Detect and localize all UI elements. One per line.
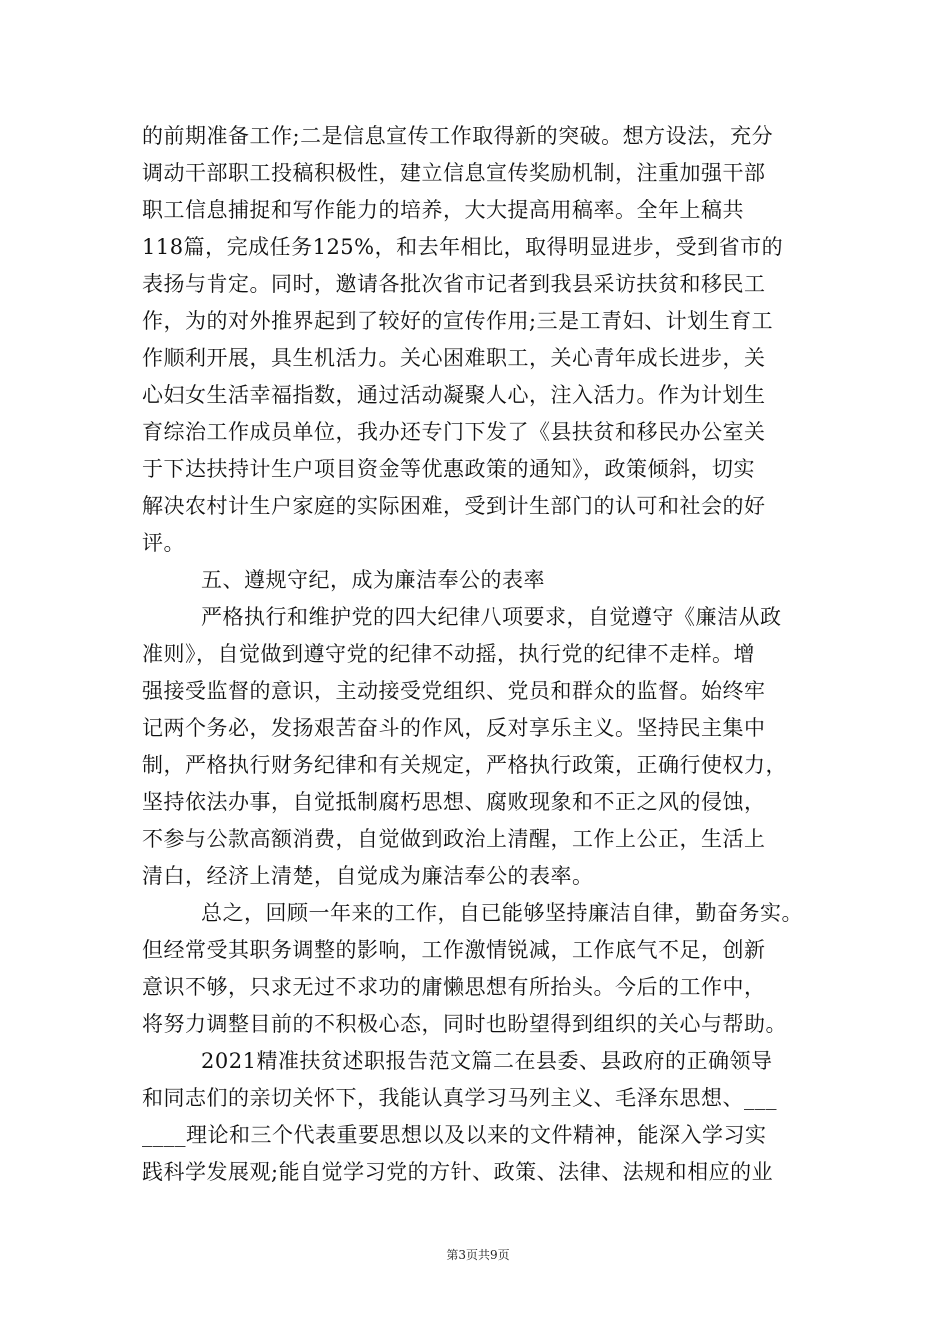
text-line-7: 作顺利开展，具生机活力。关心困难职工，关心青年成长进步，关 xyxy=(142,346,766,370)
text-line-16: 强接受监督的意识，主动接受党组织、党员和群众的监督。始终牢 xyxy=(142,679,766,703)
text-line-29: 践科学发展观;能自觉学习党的方针、政策、法律、法规和相应的业 xyxy=(142,1160,774,1184)
text-line-11: 解决农村计生户家庭的实际困难，受到计生部门的认可和社会的好 xyxy=(142,494,766,518)
text-line-22: 总之，回顾一年来的工作，自已能够坚持廉洁自律，勤奋务实。 xyxy=(201,901,803,925)
section-heading: 五、遵规守纪，成为廉洁奉公的表率 xyxy=(201,568,545,592)
text-line-3: 职工信息捕捉和写作能力的培养，大大提高用稿率。全年上稿共 xyxy=(142,198,744,222)
document-body xyxy=(142,118,822,1191)
text-line-27: 和同志们的亲切关怀下，我能认真学习马列主义、毛泽东思想、___ xyxy=(142,1086,777,1110)
page-number-text: 第3页共9页 xyxy=(446,1248,510,1262)
text-line-6: 作，为的对外推界起到了较好的宣传作用;三是工青妇、计划生育工 xyxy=(142,309,774,333)
text-line-25: 将努力调整目前的不积极心态，同时也盼望得到组织的关心与帮助。 xyxy=(142,1012,787,1036)
page-number-footer xyxy=(0,1247,950,1263)
text-line-17: 记两个务必，发扬艰苦奋斗的作风，反对享乐主义。坚持民主集中 xyxy=(142,716,766,740)
text-line-12: 评。 xyxy=(142,531,185,555)
text-line-10: 于下达扶持计生户项目资金等优惠政策的通知》，政策倾斜，切实 xyxy=(142,457,755,481)
text-line-23: 但经常受其职务调整的影响，工作激情锐减，工作底气不足，创新 xyxy=(142,938,766,962)
text-line-20: 不参与公款高额消费，自觉做到政治上清醒，工作上公正，生活上 xyxy=(142,827,766,851)
text-line-9: 育综治工作成员单位，我办还专门下发了《县扶贫和移民办公室关 xyxy=(142,420,766,444)
text-line-21: 清白，经济上清楚，自觉成为廉洁奉公的表率。 xyxy=(142,864,594,888)
text-line-24: 意识不够，只求无过不求功的庸懒思想有所抬头。今后的工作中， xyxy=(142,975,766,999)
text-line-26: 2021精准扶贫述职报告范文篇二在县委、县政府的正确领导 xyxy=(201,1049,773,1073)
text-line-8: 心妇女生活幸福指数，通过活动凝聚人心，注入活力。作为计划生 xyxy=(142,383,766,407)
text-line-28: ____理论和三个代表重要思想以及以来的文件精神，能深入学习实 xyxy=(142,1123,767,1147)
text-line-1: 的前期准备工作;二是信息宣传工作取得新的突破。想方设法，充分 xyxy=(142,124,774,148)
text-line-14: 严格执行和维护党的四大纪律八项要求，自觉遵守《廉洁从政 xyxy=(201,605,782,629)
text-line-15: 准则》，自觉做到遵守党的纪律不动摇，执行党的纪律不走样。增 xyxy=(142,642,755,666)
text-line-18: 制，严格执行财务纪律和有关规定，严格执行政策，正确行使权力， xyxy=(142,753,787,777)
text-line-5: 表扬与肯定。同时，邀请各批次省市记者到我县采访扶贫和移民工 xyxy=(142,272,766,296)
text-line-2: 调动干部职工投稿积极性，建立信息宣传奖励机制，注重加强干部 xyxy=(142,161,766,185)
text-line-4: 118篇，完成任务125%，和去年相比，取得明显进步，受到省市的 xyxy=(142,235,784,259)
text-line-19: 坚持依法办事，自觉抵制腐朽思想、腐败现象和不正之风的侵蚀， xyxy=(142,790,766,814)
